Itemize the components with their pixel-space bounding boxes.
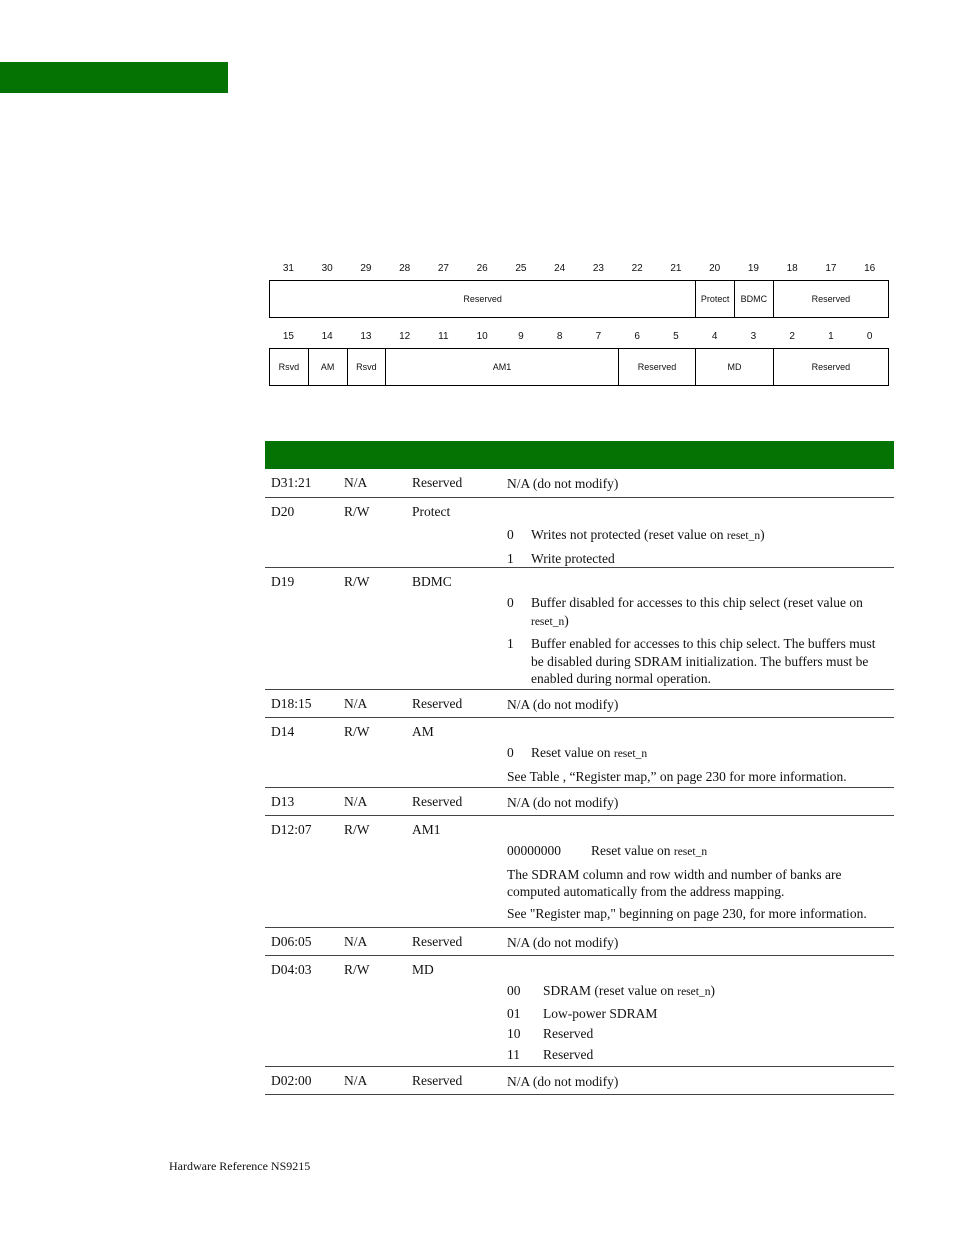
bit-field-box-upper [269,280,889,318]
access-cell: N/A [344,475,368,490]
reference-note: See Table , “Register map,” on page 230 for more information. [507,768,847,784]
mnemonic-cell: AM [412,724,434,739]
table-row [265,690,894,718]
description-cell [507,526,891,567]
description-cell [507,982,891,1063]
bits-cell: D02:00 [271,1073,312,1088]
access-cell: R/W [344,724,370,739]
access-cell: N/A [344,794,368,809]
bit-number: 31 [282,263,294,274]
value-line [507,635,891,688]
value-text-tail: ) [760,527,765,542]
table-row [265,928,894,956]
bit-number: 6 [634,331,640,342]
bit-number: 28 [399,263,411,274]
value-code: 11 [507,1046,520,1062]
value-text: Reserved [543,1046,594,1062]
bits-cell: D06:05 [271,934,312,949]
register-upper [269,263,889,304]
table-row [265,718,894,788]
description-cell [507,744,891,785]
bit-number: 8 [556,331,563,342]
field-reserved: Reserved [811,362,851,372]
value-text: Reset value on [591,843,674,858]
value-text: Writes not protected (reset value on [531,527,727,542]
signal-name: reset_n [531,615,565,628]
bit-number: 30 [321,263,333,274]
reference-note: See "Register map," beginning on page 230, for more information. [507,905,867,921]
access-cell: R/W [344,822,370,837]
bit-number: 25 [515,263,527,274]
value-code: 10 [507,1026,521,1041]
mnemonic-cell: AM1 [412,822,441,837]
bit-number: 13 [360,331,372,342]
value-line [507,1005,891,1023]
description-paragraph: The SDRAM column and row width and number of banks are computed automatically from the address mapping. [507,866,842,899]
value-code: 00000000 [507,843,561,858]
table-row [265,1067,894,1095]
bit-number: 17 [825,263,837,274]
mnemonic-cell: Reserved [412,696,463,711]
mnemonic-cell: Reserved [412,794,463,809]
mnemonic-cell: Protect [412,504,451,519]
access-cell: N/A [344,1073,368,1088]
value-line [507,982,891,1002]
mnemonic-cell: BDMC [412,574,452,589]
description-cell: N/A (do not modify) [507,476,619,491]
field-reserved: Reserved [619,349,697,385]
bit-number: 3 [750,331,757,342]
description-cell: N/A (do not modify) [507,697,619,712]
mnemonic-cell: Reserved [412,475,463,490]
field-am: AM [309,349,348,385]
field-protect: Protect [696,281,735,317]
value-text: Reserved [543,1026,594,1041]
value-line [507,842,891,862]
description-cell [507,594,891,688]
field-reserved: Reserved [811,294,851,304]
bit-number: 22 [631,263,643,274]
bits-cell: D04:03 [271,962,312,977]
access-cell: N/A [344,934,368,949]
bits-cell: D19 [271,574,295,589]
table-row [265,788,894,816]
value-code: 1 [507,550,514,566]
value-line [507,1025,891,1043]
table-row [265,568,894,690]
bits-cell: D12:07 [271,822,312,837]
value-line [507,594,891,631]
value-line [507,1046,891,1064]
signal-name: reset_n [613,748,648,760]
table-row [265,498,894,568]
value-text-tail: ) [564,612,569,628]
field-md: MD [696,349,774,385]
bit-number: 1 [828,331,834,342]
bit-numbers-lower [269,331,889,345]
bits-cell: D20 [271,504,295,519]
value-text: SDRAM (reset value on [543,983,678,998]
value-text: Buffer disabled for accesses to this chip select (reset value on [531,595,863,610]
bit-number: 14 [321,331,333,342]
signal-name: reset_n [673,846,708,858]
access-cell: R/W [344,574,370,589]
bit-number: 0 [866,331,873,342]
field-rsvd: Rsvd [270,349,309,385]
register-table [265,441,894,1095]
table-row [265,956,894,1067]
table-header-bar [265,441,894,469]
access-cell: N/A [344,696,368,711]
value-code: 1 [507,636,514,651]
value-code: 01 [507,1005,521,1021]
bit-field-box-lower [269,348,889,386]
page-footer: Hardware Reference NS9215 [169,1159,311,1173]
bit-number: 12 [399,331,411,342]
mnemonic-cell: Reserved [412,1073,463,1088]
value-code: 0 [507,745,514,760]
bit-number: 11 [438,331,449,342]
value-line [507,744,891,764]
bit-number: 10 [476,331,488,342]
bit-number: 29 [360,263,372,274]
bit-number: 19 [747,263,759,274]
table-row [265,469,894,498]
mnemonic-cell: MD [412,962,434,977]
bit-number: 26 [476,263,488,274]
signal-name: reset_n [677,986,711,998]
value-code: 0 [507,527,514,542]
bits-cell: D13 [271,794,295,809]
value-text: Reset value on [531,745,614,760]
bit-number: 21 [670,263,682,274]
bit-number: 24 [554,263,566,274]
description-cell: N/A (do not modify) [507,935,619,950]
chapter-tab [0,62,228,93]
signal-name: reset_n [726,530,761,542]
description-cell: N/A (do not modify) [507,795,619,810]
mnemonic-cell: Reserved [412,934,463,949]
bit-number: 7 [595,331,602,342]
bit-number: 5 [673,331,679,342]
description-cell [507,842,891,922]
value-text: Write protected [531,550,615,566]
value-text: Low-power SDRAM [543,1005,658,1021]
access-cell: R/W [344,962,370,977]
bits-cell: D18:15 [271,696,312,711]
bit-number: 9 [518,331,524,342]
table-row [265,816,894,928]
value-line [507,550,891,568]
field-bdmc: BDMC [735,281,774,317]
bit-number: 15 [282,331,294,342]
bit-number: 23 [592,263,604,274]
value-line [507,526,891,546]
value-code: 0 [507,595,514,610]
description-cell: N/A (do not modify) [507,1074,619,1089]
field-am1: AM1 [386,349,619,385]
value-code: 00 [507,983,521,998]
bit-number: 2 [789,331,795,342]
bit-number: 20 [709,263,721,274]
bits-cell: D14 [271,724,295,739]
value-text: Buffer enabled for accesses to this chip select. The buffers must be disabled during SDRAM initialization. The buffers must be enabled during normal operation. [531,636,876,686]
access-cell: R/W [344,504,370,519]
bit-number: 27 [437,263,449,274]
bit-numbers-upper [269,263,889,277]
field-reserved: Reserved [270,281,696,317]
bits-cell: D31:21 [271,475,312,490]
bit-number: 16 [864,263,876,274]
bit-number: 18 [786,263,798,274]
bit-number: 4 [711,331,718,342]
register-lower [269,331,889,372]
field-rsvd: Rsvd [348,349,387,385]
value-text-tail: ) [710,983,715,998]
